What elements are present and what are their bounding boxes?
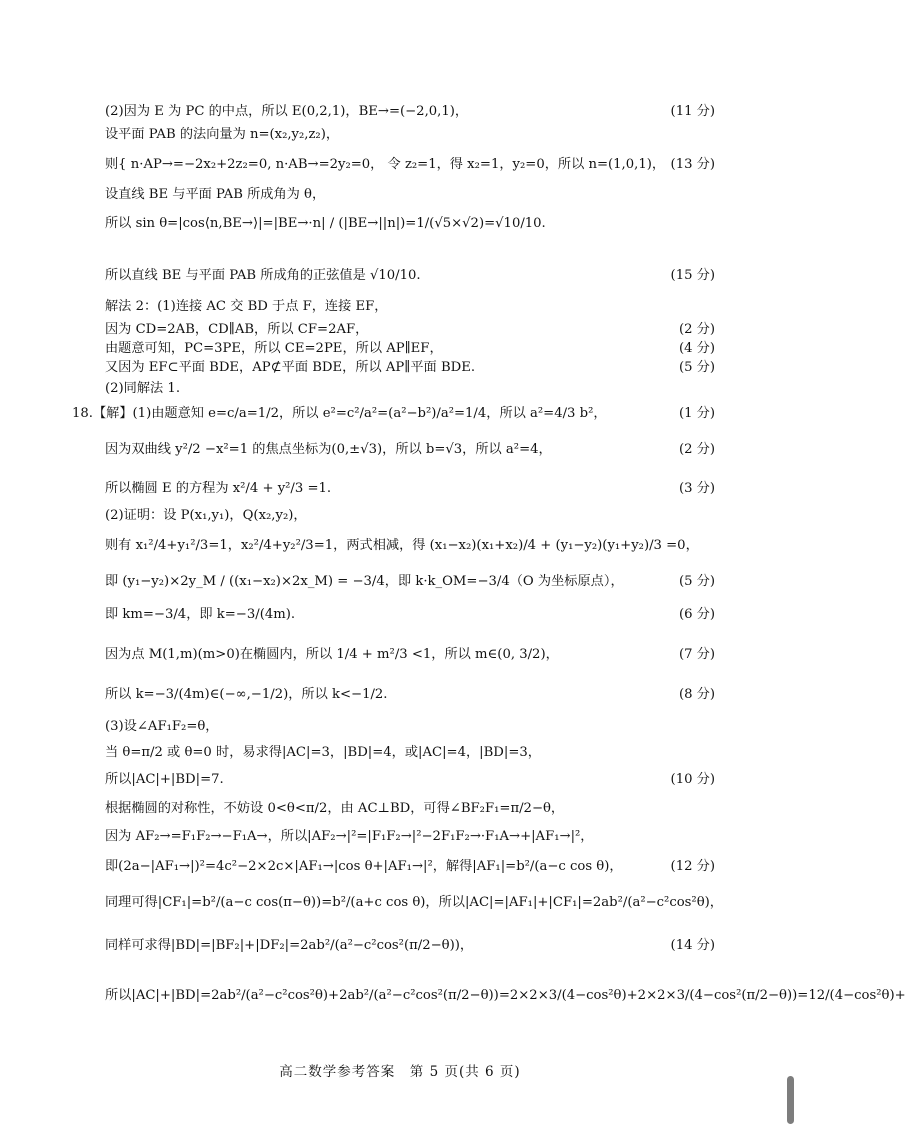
solution-line	[105, 606, 715, 624]
score-marker: (6 分)	[678, 607, 715, 622]
solution-line	[105, 537, 715, 555]
solution-line	[105, 215, 715, 233]
page-footer: 高二数学参考答案 第 5 页(共 6 页)	[279, 1064, 521, 1080]
solution-line	[105, 744, 715, 762]
solution-text: (2)因为 E 为 PC 的中点，所以 E(0,2,1)，BE→=(−2,0,1)，	[105, 104, 469, 119]
score-marker: (5 分)	[678, 360, 715, 375]
solution-line	[105, 800, 715, 818]
solution-text: 由题意可知，PC=3PE，所以 CE=2PE，所以 AP∥EF，	[105, 341, 443, 356]
solution-text: 即 (y₁−y₂)×2y_M / ((x₁−x₂)×2x_M) = −3/4，即 k·k_OM=−3/4（O 为坐标原点），	[105, 574, 624, 589]
solution-text: 又因为 EF⊂平面 BDE，AP⊄平面 BDE，所以 AP∥平面 BDE.	[105, 360, 476, 375]
solution-line	[105, 718, 715, 736]
score-marker: (2 分)	[678, 442, 715, 457]
solution-line	[105, 937, 715, 955]
solution-line	[105, 480, 715, 498]
solution-line	[105, 441, 715, 459]
score-marker: (12 分)	[670, 859, 715, 874]
solution-line	[105, 126, 715, 144]
solution-line	[105, 987, 906, 1005]
solution-text: 所以 k=−3/(4m)∈(−∞,−1/2)，所以 k<−1/2.	[105, 687, 388, 702]
solution-text: 所以 sin θ=|cos⟨n,BE→⟩|=|BE→·n| / (|BE→||n|)=1/(√5×√2)=√10/10.	[105, 216, 546, 231]
score-marker: (14 分)	[670, 938, 715, 953]
solution-line	[105, 894, 723, 912]
solution-text: 所以椭圆 E 的方程为 x²/4 + y²/3 =1.	[105, 481, 332, 496]
solution-line	[105, 321, 715, 339]
solution-text: 即(2a−|AF₁→|)²=4c²−2×2c×|AF₁→|cos θ+|AF₁→|²，解得|AF₁|=b²/(a−c cos θ)，	[105, 859, 623, 874]
solution-text: 同理可得|CF₁|=b²/(a−c cos(π−θ))=b²/(a+c cos θ)，所以|AC|=|AF₁|+|CF₁|=2ab²/(a²−c²cos²θ)，	[105, 895, 723, 910]
solution-text: (2)同解法 1.	[105, 381, 181, 396]
solution-text: 设平面 PAB 的法向量为 n=(x₂,y₂,z₂)，	[105, 127, 340, 142]
solution-line	[105, 686, 715, 704]
solution-text: 因为双曲线 y²/2 −x²=1 的焦点坐标为(0,±√3)，所以 b=√3，所以 a²=4，	[105, 442, 552, 457]
solution-text: 则{ n·AP→=−2x₂+2z₂=0, n·AB→=2y₂=0， 令 z₂=1，得 x₂=1，y₂=0，所以 n=(1,0,1)，	[105, 157, 666, 172]
solution-line	[105, 573, 715, 591]
score-marker: (2 分)	[678, 322, 715, 337]
solution-line	[105, 298, 715, 316]
solution-text: 18.【解】(1)由题意知 e=c/a=1/2，所以 e²=c²/a²=(a²−b²)/a²=1/4，所以 a²=4/3 b²，	[72, 406, 607, 421]
solution-line	[105, 507, 715, 525]
solution-text: (2)证明：设 P(x₁,y₁)，Q(x₂,y₂)，	[105, 508, 307, 523]
solution-text: 所以|AC|+|BD|=7.	[105, 772, 224, 787]
solution-line	[105, 646, 715, 664]
solution-line	[105, 380, 715, 398]
score-marker: (8 分)	[678, 687, 715, 702]
solution-line	[105, 828, 715, 846]
solution-text: 所以直线 BE 与平面 PAB 所成角的正弦值是 √10/10.	[105, 268, 421, 283]
solution-text: 根据椭圆的对称性，不妨设 0<θ<π/2，由 AC⊥BD，可得∠BF₂F₁=π/2−θ，	[105, 801, 565, 816]
score-marker: (7 分)	[678, 647, 715, 662]
solution-line	[105, 186, 715, 204]
score-marker: (3 分)	[678, 481, 715, 496]
solution-text: 所以|AC|+|BD|=2ab²/(a²−c²cos²θ)+2ab²/(a²−c²cos²(π/2−θ))=2×2×3/(4−cos²θ)+2×2×3/(4−cos²(π/2−θ))=12/(4−cos²θ)+	[105, 988, 906, 1003]
solution-text: 因为点 M(1,m)(m>0)在椭圆内，所以 1/4 + m²/3 <1，所以 m∈(0, 3/2)，	[105, 647, 559, 662]
solution-line	[105, 103, 715, 121]
solution-line	[105, 359, 715, 377]
solution-text: 因为 CD=2AB，CD∥AB，所以 CF=2AF，	[105, 322, 369, 337]
solution-line	[105, 771, 715, 789]
solution-line	[105, 858, 715, 876]
score-marker: (15 分)	[670, 268, 715, 283]
score-marker: (4 分)	[678, 341, 715, 356]
solution-line	[105, 156, 715, 174]
solution-text: 同样可求得|BD|=|BF₂|+|DF₂|=2ab²/(a²−c²cos²(π/2−θ))，	[105, 938, 474, 953]
solution-text: (3)设∠AF₁F₂=θ，	[105, 719, 219, 734]
solution-text: 设直线 BE 与平面 PAB 所成角为 θ，	[105, 187, 326, 202]
score-marker: (1 分)	[678, 406, 715, 421]
solution-text: 即 km=−3/4，即 k=−3/(4m).	[105, 607, 296, 622]
solution-line	[72, 405, 715, 423]
solution-text: 因为 AF₂→=F₁F₂→−F₁A→，所以|AF₂→|²=|F₁F₂→|²−2F₁F₂→·F₁A→+|AF₁→|²，	[105, 829, 594, 844]
score-marker: (5 分)	[678, 574, 715, 589]
solution-line	[105, 267, 715, 285]
scrollbar-thumb[interactable]	[787, 1076, 794, 1124]
score-marker: (11 分)	[670, 104, 715, 119]
solution-text: 则有 x₁²/4+y₁²/3=1，x₂²/4+y₂²/3=1，两式相减，得 (x₁−x₂)(x₁+x₂)/4 + (y₁−y₂)(y₁+y₂)/3 =0，	[105, 538, 699, 553]
score-marker: (13 分)	[670, 157, 715, 172]
solution-line	[105, 340, 715, 358]
score-marker: (10 分)	[670, 772, 715, 787]
solution-text: 当 θ=π/2 或 θ=0 时，易求得|AC|=3，|BD|=4，或|AC|=4，|BD|=3，	[105, 745, 541, 760]
solution-text: 解法 2：(1)连接 AC 交 BD 于点 F，连接 EF，	[105, 299, 388, 314]
